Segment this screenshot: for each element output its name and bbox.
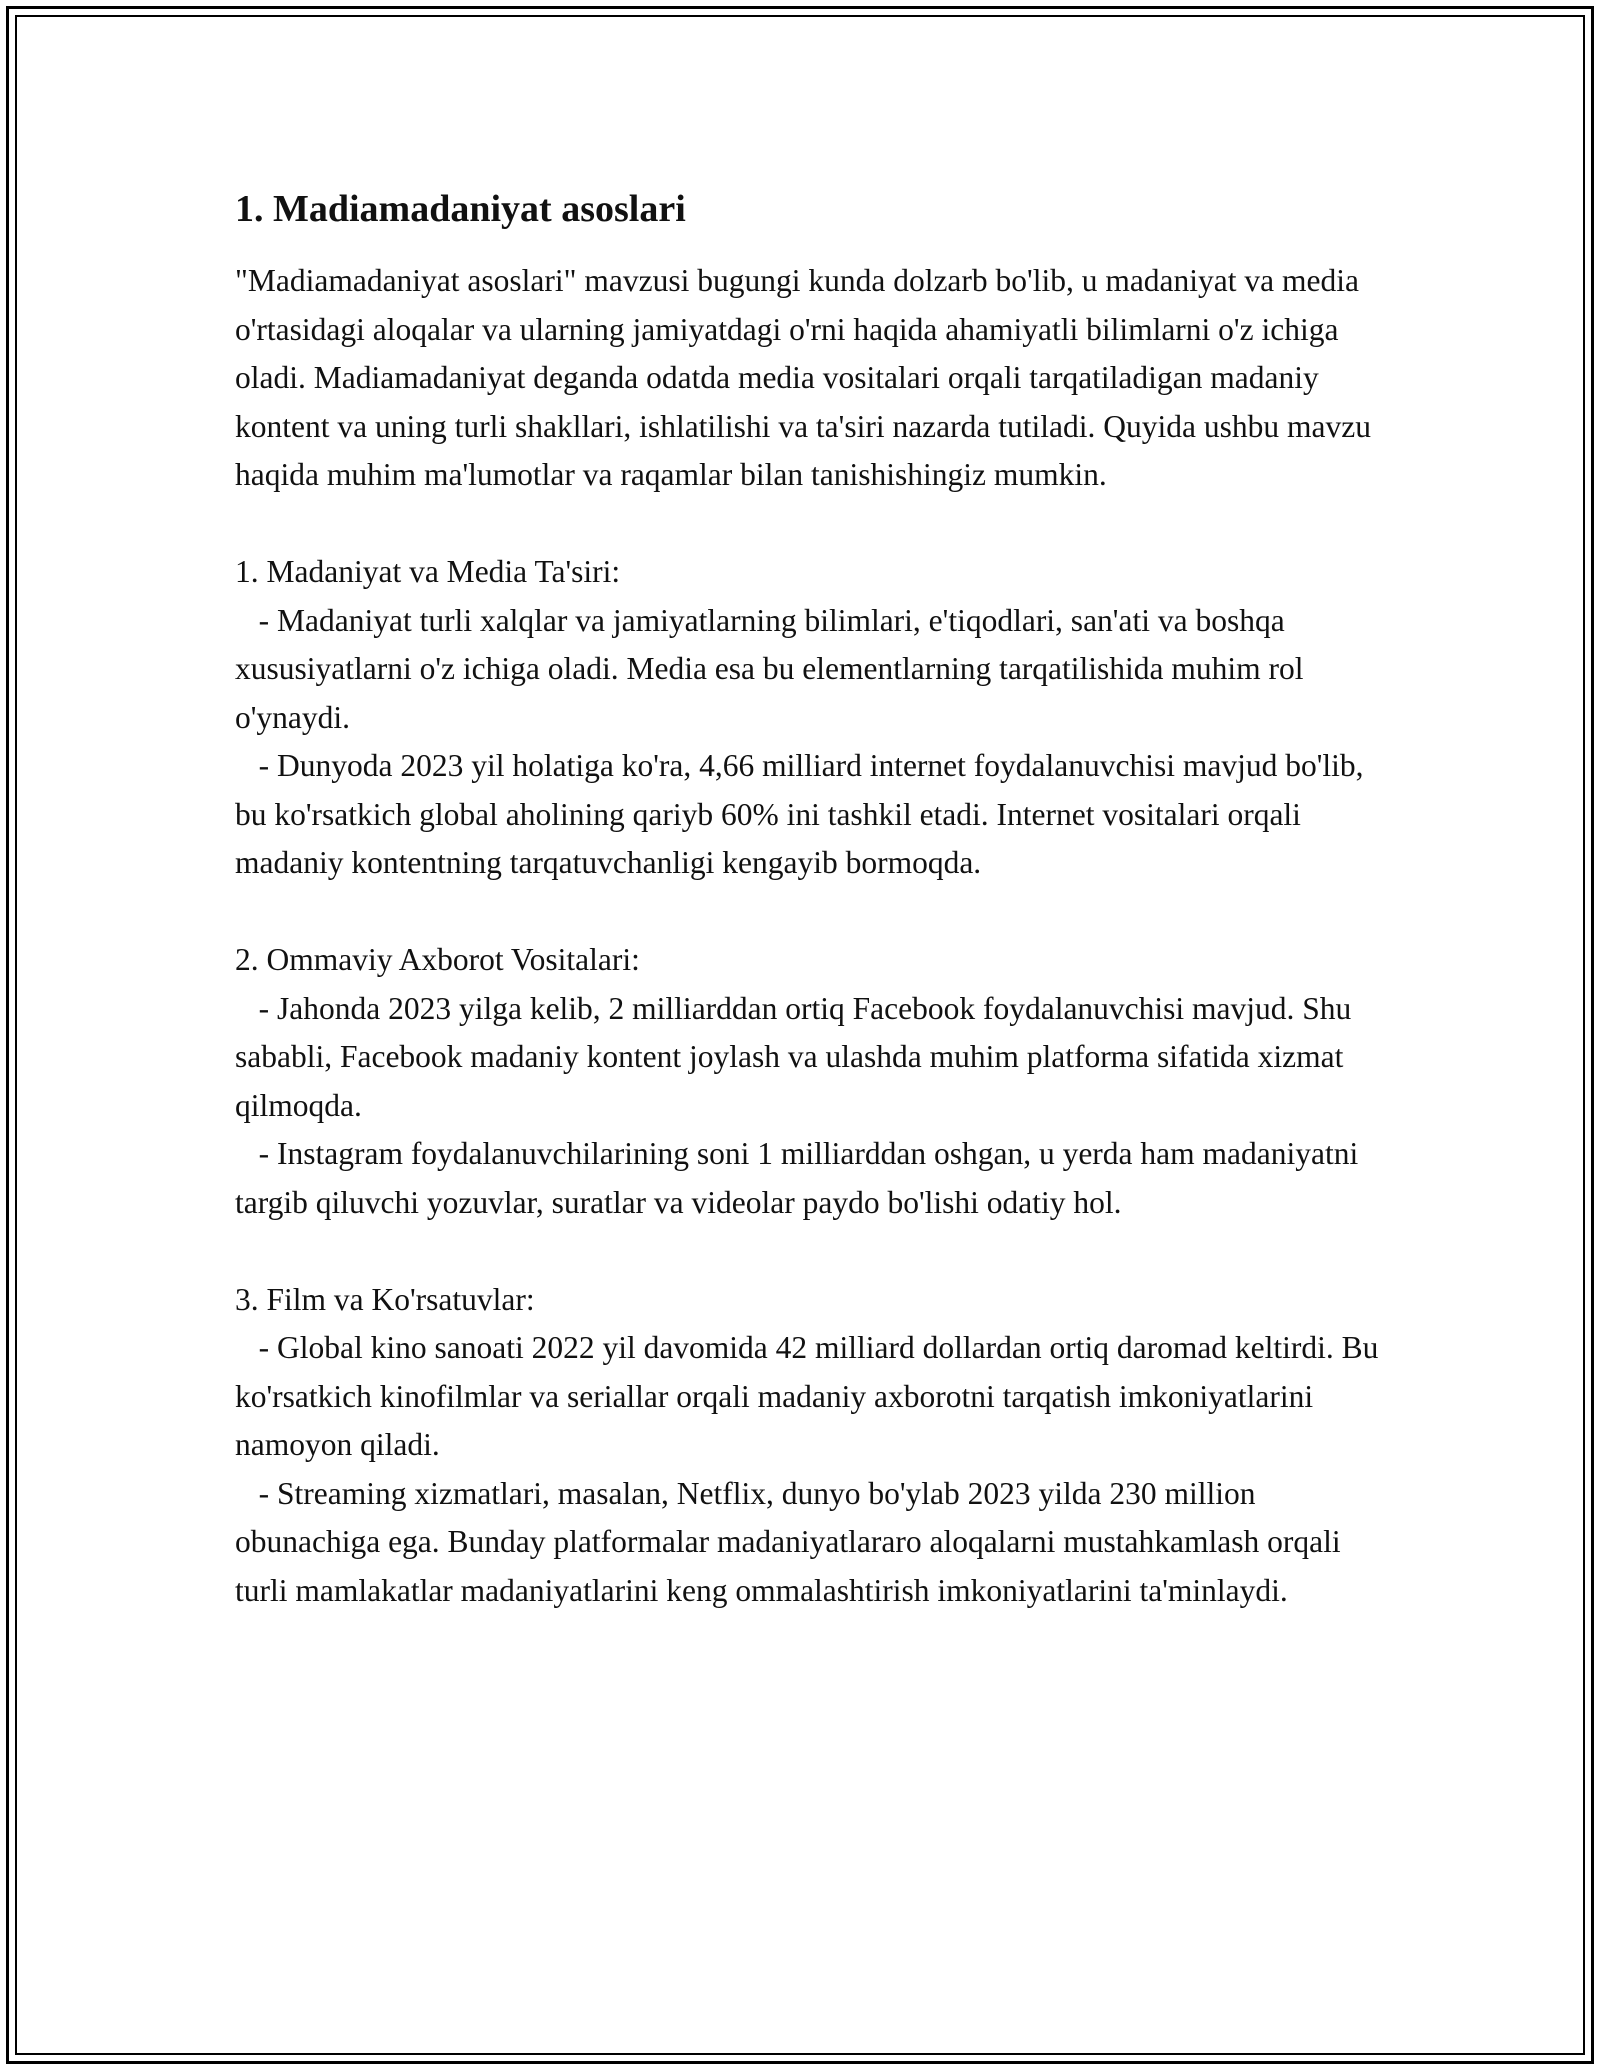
section-film-shows (235, 1276, 1395, 1616)
section-culture-media (235, 548, 1395, 888)
section-heading: 2. Ommaviy Axborot Vositalari: (235, 942, 640, 977)
document-body (235, 185, 1395, 1615)
section-heading: 3. Film va Ko'rsatuvlar: (235, 1281, 535, 1317)
bullet-item: - Dunyoda 2023 yil holatiga ko'ra, 4,66 milliard internet foydalanuvchisi mavjud bo'lib, bu ko'rsatkich global aholining qariyb 60% ini tashkil etadi. Internet vositalari orqali madaniy kontentning tarqatuvchanligi kengayib bormoqda. (235, 748, 1372, 880)
bullet-item: - Madaniyat turli xalqlar va jamiyatlarning bilimlari, e'tiqodlari, san'ati va boshqa xususiyatlarni o'z ichiga oladi. Media esa bu elementlarning tarqatilishida muhim rol o'ynaydi. (235, 602, 1312, 735)
bullet-item: - Global kino sanoati 2022 yil davomida 42 milliard dollardan ortiq daromad keltirdi. Bu ko'rsatkich kinofilmlar va seriallar orqali madaniy axborotni tarqatish imkoniyatlarini namoyon qiladi. (235, 1330, 1387, 1462)
intro-paragraph: "Madiamadaniyat asoslari" mavzusi bugungi kunda dolzarb bo'lib, u madaniyat va media o'rtasidagi aloqalar va ularning jamiyatdagi o'rni haqida ahamiyatli bilimlarni o'z ichiga oladi. Madiamadaniyat deganda odatda media vositalari orqali tarqatiladigan madaniy kontent va uning turli shakllari, ishlatilishi va ta'siri nazarda tutiladi. Quyida ushbu mavzu haqida muhim ma'lumotlar va raqamlar bilan tanishishingiz mumkin. (235, 263, 1371, 492)
bullet-item: - Instagram foydalanuvchilarining soni 1 milliarddan oshgan, u yerda ham madaniyatni targib qiluvchi yozuvlar, suratlar va videolar paydo bo'lishi odatiy hol. (235, 1136, 1367, 1220)
document-title: 1. Madiamadaniyat asoslari (235, 188, 686, 230)
section-heading: 1. Madaniyat va Media Ta'siri: (235, 554, 621, 589)
bullet-item: - Streaming xizmatlari, masalan, Netflix, dunyo bo'ylab 2023 yilda 230 million obunachiga ega. Bunday platformalar madaniyatlararo aloqalarni mustahkamlash orqali turli mamlakatlar madaniyatlarini keng ommalashtirish imkoniyatlarini ta'minlaydi. (235, 1475, 1349, 1608)
bullet-item: - Jahonda 2023 yilga kelib, 2 milliarddan ortiq Facebook foydalanuvchisi mavjud. Shu sababli, Facebook madaniy kontent joylash va ulashda muhim platforma sifatida xizmat qilmoqda. (235, 990, 1360, 1123)
section-mass-media (235, 936, 1395, 1227)
